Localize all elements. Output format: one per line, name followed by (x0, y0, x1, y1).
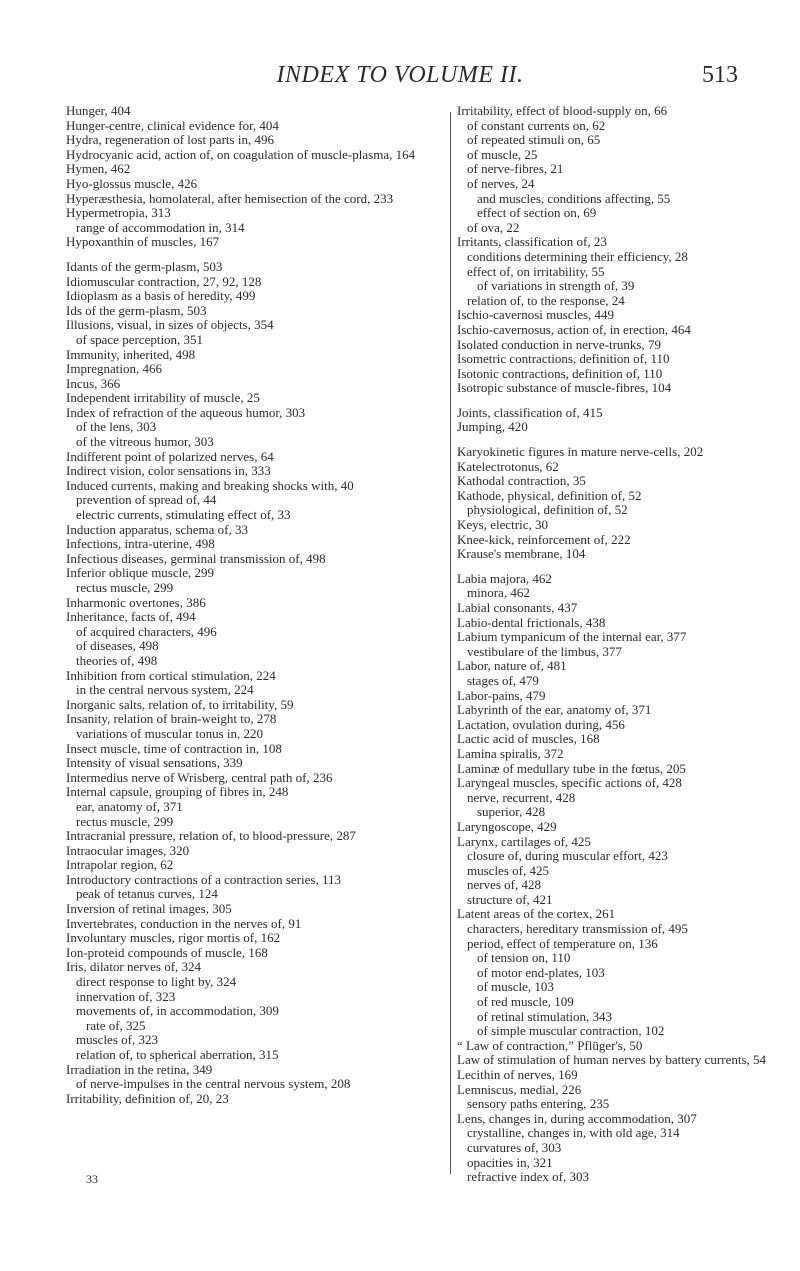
index-entry: Inheritance, facts of, 494 (66, 609, 196, 625)
index-column-right (457, 104, 789, 1185)
index-subentry: opacities in, 321 (467, 1154, 553, 1170)
index-entry: Impregnation, 466 (66, 361, 163, 377)
index-entry: Ischio-cavernosi muscles, 449 (457, 307, 615, 323)
index-entry: Labyrinth of the ear, anatomy of, 371 (457, 702, 652, 718)
index-entry: Indirect vision, color sensations in, 333 (66, 463, 271, 479)
index-entry: Introductory contractions of a contraction series, 113 (66, 871, 341, 887)
index-subentry: of nerve-impulses in the central nervous system, 208 (76, 1076, 351, 1092)
index-entry: Inorganic salts, relation of, to irritability, 59 (66, 696, 294, 712)
index-entry: Intraocular images, 320 (66, 842, 190, 858)
index-entry: Lemniscus, medial, 226 (457, 1081, 582, 1097)
index-entry: Irritants, classification of, 23 (457, 234, 607, 250)
index-entry: Irritability, effect of blood-supply on, 66 (457, 103, 668, 118)
index-subentry: characters, hereditary transmission of, 495 (467, 921, 688, 937)
index-entry: Ischio-cavernosus, action of, in erection, 464 (457, 321, 691, 337)
index-entry: Induction apparatus, schema of, 33 (66, 521, 248, 537)
index-entry: Hypoxanthin of muscles, 167 (66, 234, 220, 250)
index-entry: Labio-dental frictionals, 438 (457, 614, 606, 630)
index-entry: Infections, intra-uterine, 498 (66, 536, 215, 552)
index-subentry: prevention of spread of, 44 (76, 492, 217, 508)
index-entry: Ids of the germ-plasm, 503 (66, 302, 207, 318)
index-subentry: range of accommodation in, 314 (76, 219, 245, 235)
index-subentry: stages of, 479 (467, 672, 539, 688)
index-subentry: of nerve-fibres, 21 (467, 161, 564, 177)
index-subentry: refractive index of, 303 (467, 1169, 590, 1185)
index-entry: Isolated conduction in nerve-trunks, 79 (457, 336, 661, 352)
index-entry: Hyo-glossus muscle, 426 (66, 175, 198, 191)
index-entry: Labor-pains, 479 (457, 687, 546, 703)
index-subentry: of space perception, 351 (76, 331, 204, 347)
index-subentry: closure of, during muscular effort, 423 (467, 848, 668, 864)
index-entry: Inharmonic overtones, 386 (66, 594, 206, 610)
index-entry: Hunger, 404 (66, 103, 131, 118)
index-subentry: and muscles, conditions affecting, 55 (477, 190, 671, 206)
index-entry: Knee-kick, reinforcement of, 222 (457, 531, 631, 547)
index-entry: Labor, nature of, 481 (457, 658, 567, 674)
index-entry: Laryngoscope, 429 (457, 818, 557, 834)
index-entry: Isotonic contractions, definition of, 110 (457, 365, 663, 381)
index-subentry: of muscle, 25 (467, 146, 538, 162)
index-subentry: of motor end-plates, 103 (477, 964, 605, 980)
index-entry: Idants of the germ-plasm, 503 (66, 258, 223, 274)
index-entry: Iris, dilator nerves of, 324 (66, 959, 202, 975)
index-subentry: of ova, 22 (467, 219, 520, 235)
index-entry: Hydrocyanic acid, action of, on coagulation of muscle-plasma, 164 (66, 146, 416, 162)
index-entry: Law of stimulation of human nerves by battery currents, 54 (457, 1052, 767, 1068)
running-title: INDEX TO VOLUME II. (276, 62, 524, 88)
index-entry: Immunity, inherited, 498 (66, 346, 196, 362)
index-entry: Inferior oblique muscle, 299 (66, 565, 215, 581)
index-subentry: movements of, in accommodation, 309 (76, 1003, 279, 1019)
index-entry: Katelectrotonus, 62 (457, 458, 559, 474)
index-subentry: structure of, 421 (467, 891, 553, 907)
index-entry: Inversion of retinal images, 305 (66, 901, 232, 917)
index-entry: Jumping, 420 (457, 419, 528, 435)
index-subentry: variations of muscular tonus in, 220 (76, 725, 264, 741)
index-subentry: relation of, to the response, 24 (467, 292, 625, 308)
index-entry: Inhibition from cortical stimulation, 224 (66, 667, 276, 683)
index-entry: Isometric contractions, definition of, 110 (457, 351, 670, 367)
index-subentry: rate of, 325 (86, 1017, 146, 1033)
index-subentry: of variations in strength of, 39 (477, 278, 635, 294)
signature-mark: 33 (86, 1172, 98, 1186)
index-subentry: muscles of, 323 (76, 1032, 158, 1048)
index-subentry: innervation of, 323 (76, 988, 176, 1004)
index-subentry: minora, 462 (467, 585, 530, 601)
index-subentry: effect of section on, 69 (477, 205, 597, 221)
index-entry: Independent irritability of muscle, 25 (66, 390, 260, 406)
index-entry: Latent areas of the cortex, 261 (457, 906, 616, 922)
index-subentry: of constant currents on, 62 (467, 117, 606, 133)
index-entry: Irradiation in the retina, 349 (66, 1061, 213, 1077)
index-entry: Hydra, regeneration of lost parts in, 496 (66, 132, 274, 148)
index-entry: Infectious diseases, germinal transmission of, 498 (66, 550, 326, 566)
index-subentry: direct response to light by, 324 (76, 974, 237, 990)
index-entry: “ Law of contraction,” Pflüger's, 50 (457, 1037, 643, 1053)
index-subentry: of diseases, 498 (76, 638, 159, 654)
index-entry: Ion-proteid compounds of muscle, 168 (66, 944, 268, 960)
index-entry: Larynx, cartilages of, 425 (457, 833, 591, 849)
index-entry: Hypermetropia, 313 (66, 205, 171, 221)
index-subentry: of acquired characters, 496 (76, 623, 217, 639)
index-entry: Karyokinetic figures in mature nerve-cells, 202 (457, 444, 704, 460)
index-entry: Keys, electric, 30 (457, 517, 548, 533)
index-subentry: nerve, recurrent, 428 (467, 789, 576, 805)
index-entry: Lens, changes in, during accommodation, 307 (457, 1110, 697, 1126)
index-entry: Index of refraction of the aqueous humor, 303 (66, 404, 306, 420)
index-subentry: of tension on, 110 (477, 950, 571, 966)
index-entry: Hyperæsthesia, homolateral, after hemisection of the cord, 233 (66, 190, 394, 206)
index-column-left (66, 104, 444, 1106)
index-entry: Induced currents, making and breaking shocks with, 40 (66, 477, 354, 493)
index-entry: Indifferent point of polarized nerves, 64 (66, 448, 274, 464)
index-entry: Laminæ of medullary tube in the fœtus, 205 (457, 760, 686, 776)
index-subentry: of retinal stimulation, 343 (477, 1008, 613, 1024)
index-entry: Lamina spiralis, 372 (457, 745, 564, 761)
index-entry: Intermedius nerve of Wrisberg, central path of, 236 (66, 769, 333, 785)
index-entry: Hunger-centre, clinical evidence for, 404 (66, 117, 279, 133)
index-subentry: curvatures of, 303 (467, 1139, 562, 1155)
index-subentry: effect of, on irritability, 55 (467, 263, 605, 279)
index-entry: Internal capsule, grouping of fibres in, 248 (66, 784, 289, 800)
index-entry: Illusions, visual, in sizes of objects, 354 (66, 317, 274, 333)
index-subentry: of repeated stimuli on, 65 (467, 132, 601, 148)
index-entry: Involuntary muscles, rigor mortis of, 162 (66, 930, 281, 946)
index-entry: Lactic acid of muscles, 168 (457, 731, 600, 747)
index-entry: Laryngeal muscles, specific actions of, 428 (457, 775, 682, 791)
index-subentry: of nerves, 24 (467, 175, 535, 191)
index-entry: Invertebrates, conduction in the nerves of, 91 (66, 915, 302, 931)
index-entry: Incus, 366 (66, 375, 121, 391)
index-subentry: relation of, to spherical aberration, 315 (76, 1047, 279, 1062)
index-entry: Insect muscle, time of contraction in, 108 (66, 740, 282, 756)
index-entry: Isotropic substance of muscle-fibres, 104 (457, 380, 672, 396)
index-entry: Idiomuscular contraction, 27, 92, 128 (66, 273, 262, 289)
index-entry: Intensity of visual sensations, 339 (66, 755, 243, 771)
index-entry: Irritability, definition of, 20, 23 (66, 1090, 229, 1106)
index-subentry: rectus muscle, 299 (76, 580, 174, 595)
index-entry: Krause's membrane, 104 (457, 546, 586, 562)
index-entry: Joints, classification of, 415 (457, 404, 603, 420)
index-entry: Labium tympanicum of the internal ear, 377 (457, 629, 687, 645)
index-subentry: theories of, 498 (76, 652, 158, 668)
page-header (0, 62, 800, 92)
index-subentry: conditions determining their efficiency, 28 (467, 248, 688, 264)
index-subentry: period, effect of temperature on, 136 (467, 935, 658, 951)
index-subentry: peak of tetanus curves, 124 (76, 886, 218, 902)
index-subentry: of simple muscular contraction, 102 (477, 1023, 665, 1039)
index-subentry: rectus muscle, 299 (76, 813, 174, 829)
index-subentry: ear, anatomy of, 371 (76, 798, 183, 814)
index-entry: Labia majora, 462 (457, 570, 552, 586)
index-entry: Intracranial pressure, relation of, to blood-pressure, 287 (66, 828, 356, 844)
index-entry: Kathode, physical, definition of, 52 (457, 487, 642, 503)
index-entry: Insanity, relation of brain-weight to, 278 (66, 711, 277, 727)
index-subentry: crystalline, changes in, with old age, 314 (467, 1125, 680, 1141)
index-subentry: vestibulare of the limbus, 377 (467, 643, 622, 659)
index-entry: Hymen, 462 (66, 161, 131, 177)
index-subentry: nerves of, 428 (467, 877, 542, 893)
index-subentry: superior, 428 (477, 804, 546, 820)
index-subentry: muscles of, 425 (467, 862, 549, 878)
index-entry: Lactation, ovulation during, 456 (457, 716, 625, 732)
index-subentry: electric currents, stimulating effect of, 33 (76, 507, 291, 523)
index-subentry: of muscle, 103 (477, 979, 554, 995)
index-subentry: sensory paths entering, 235 (467, 1096, 610, 1112)
index-subentry: in the central nervous system, 224 (76, 682, 254, 698)
index-entry: Kathodal contraction, 35 (457, 473, 586, 489)
index-entry: Intrapolar region, 62 (66, 857, 174, 873)
index-subentry: of the vitreous humor, 303 (76, 434, 214, 450)
index-subentry: of red muscle, 109 (477, 994, 574, 1010)
index-entry: Labial consonants, 437 (457, 600, 578, 615)
index-entry: Lecithin of nerves, 169 (457, 1067, 578, 1082)
index-entry: Idioplasm as a basis of heredity, 499 (66, 288, 256, 304)
index-subentry: of the lens, 303 (76, 419, 157, 435)
page-number: 513 (702, 62, 738, 88)
index-subentry: physiological, definition of, 52 (467, 502, 628, 518)
column-divider (450, 112, 451, 1174)
